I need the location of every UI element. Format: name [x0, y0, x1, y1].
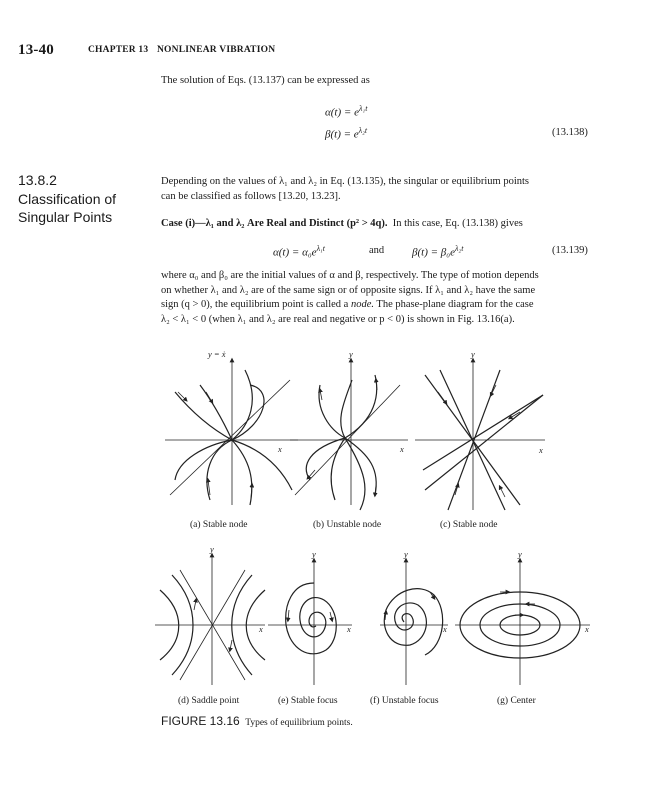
caption-f: (f) Unstable focus: [370, 696, 439, 706]
equation-number-13-139: (13.139): [552, 245, 588, 256]
caption-a: (a) Stable node: [190, 520, 248, 530]
axis-x-g: x: [585, 624, 589, 634]
chapter-title: NONLINEAR VIBRATION: [157, 45, 276, 55]
equation-beta: $\beta(t) = e^{\lambda_2t}$: [325, 126, 368, 141]
phase-diagram-saddle-point-d: [155, 555, 265, 685]
equation-alpha-initial: $\alpha(t) = \alpha_0e^{\lambda_1t}$: [273, 244, 326, 259]
caption-g: (g) Center: [497, 696, 536, 706]
paragraph-classification: Depending on the values of λ₁ and λ₂ in Eq. (13.135), the singular or equilibrium points can be classified as follows [13.20, 13.23].: [161, 176, 530, 202]
phase-diagram-unstable-focus-f: [380, 560, 448, 685]
phase-diagram-stable-node-c: [415, 360, 545, 510]
paragraph-node: where α₀ and β₀ are the initial values of α and β, respectively. The type of motion depends on whether λ₁ and λ₂ are of the same sign or of opposite signs. If λ₁ and λ₂ have the same sign (q > 0), the equilibrium point is called a node. The phase-plane diagram for the case λ₂ < λ₁ < 0 (when λ₁ and λ₂ are real and negative or p < 0) is shown in Fig. 13.16(a).: [161, 270, 539, 325]
phase-diagram-center-g: [455, 560, 590, 685]
equation-beta-initial: $\beta(t) = \beta_0e^{\lambda_2t}$: [412, 244, 464, 259]
phase-diagram-stable-node-a: [165, 360, 298, 505]
axis-y-f: y: [404, 549, 408, 559]
axis-x-d: x: [259, 624, 263, 634]
intro-line: The solution of Eqs. (13.137) can be expressed as: [161, 75, 370, 86]
phase-diagram-stable-focus-e: [268, 560, 352, 685]
axis-x-f: x: [443, 624, 447, 634]
section-number: 13.8.2: [18, 172, 57, 188]
axis-x-a: x: [278, 444, 282, 454]
label-y-equals-xdot: y = ẋ: [208, 349, 226, 359]
axis-y-e: y: [312, 549, 316, 559]
axis-y-b: y: [349, 349, 353, 359]
phase-diagram-unstable-node-b: [290, 360, 408, 510]
axis-x-c: x: [539, 445, 543, 455]
axis-x-b: x: [400, 444, 404, 454]
equation-number-13-138: (13.138): [552, 127, 588, 138]
caption-d: (d) Saddle point: [178, 696, 240, 706]
axis-x-e: x: [347, 624, 351, 634]
chapter-label: CHAPTER 13: [88, 45, 149, 55]
figure-caption: FIGURE 13.16 Types of equilibrium points.: [161, 714, 353, 728]
equation-and: and: [369, 245, 385, 256]
caption-e: (e) Stable focus: [278, 696, 338, 706]
case-heading: Case (i)—λ₁ and λ₂ Are Real and Distinct (p² > 4q). In this case, Eq. (13.138) gives: [161, 218, 523, 229]
axis-y-c: y: [471, 349, 475, 359]
equation-alpha: $\alpha(t) = e^{\lambda_1t}$: [325, 104, 368, 119]
page-number: 13-40: [18, 42, 54, 58]
caption-c: (c) Stable node: [440, 520, 498, 530]
axis-y-d: y: [210, 544, 214, 554]
diagonal-line: [170, 380, 290, 495]
section-title: Classification of Singular Points: [18, 191, 117, 225]
caption-b: (b) Unstable node: [313, 520, 382, 530]
axis-y-g: y: [518, 549, 522, 559]
